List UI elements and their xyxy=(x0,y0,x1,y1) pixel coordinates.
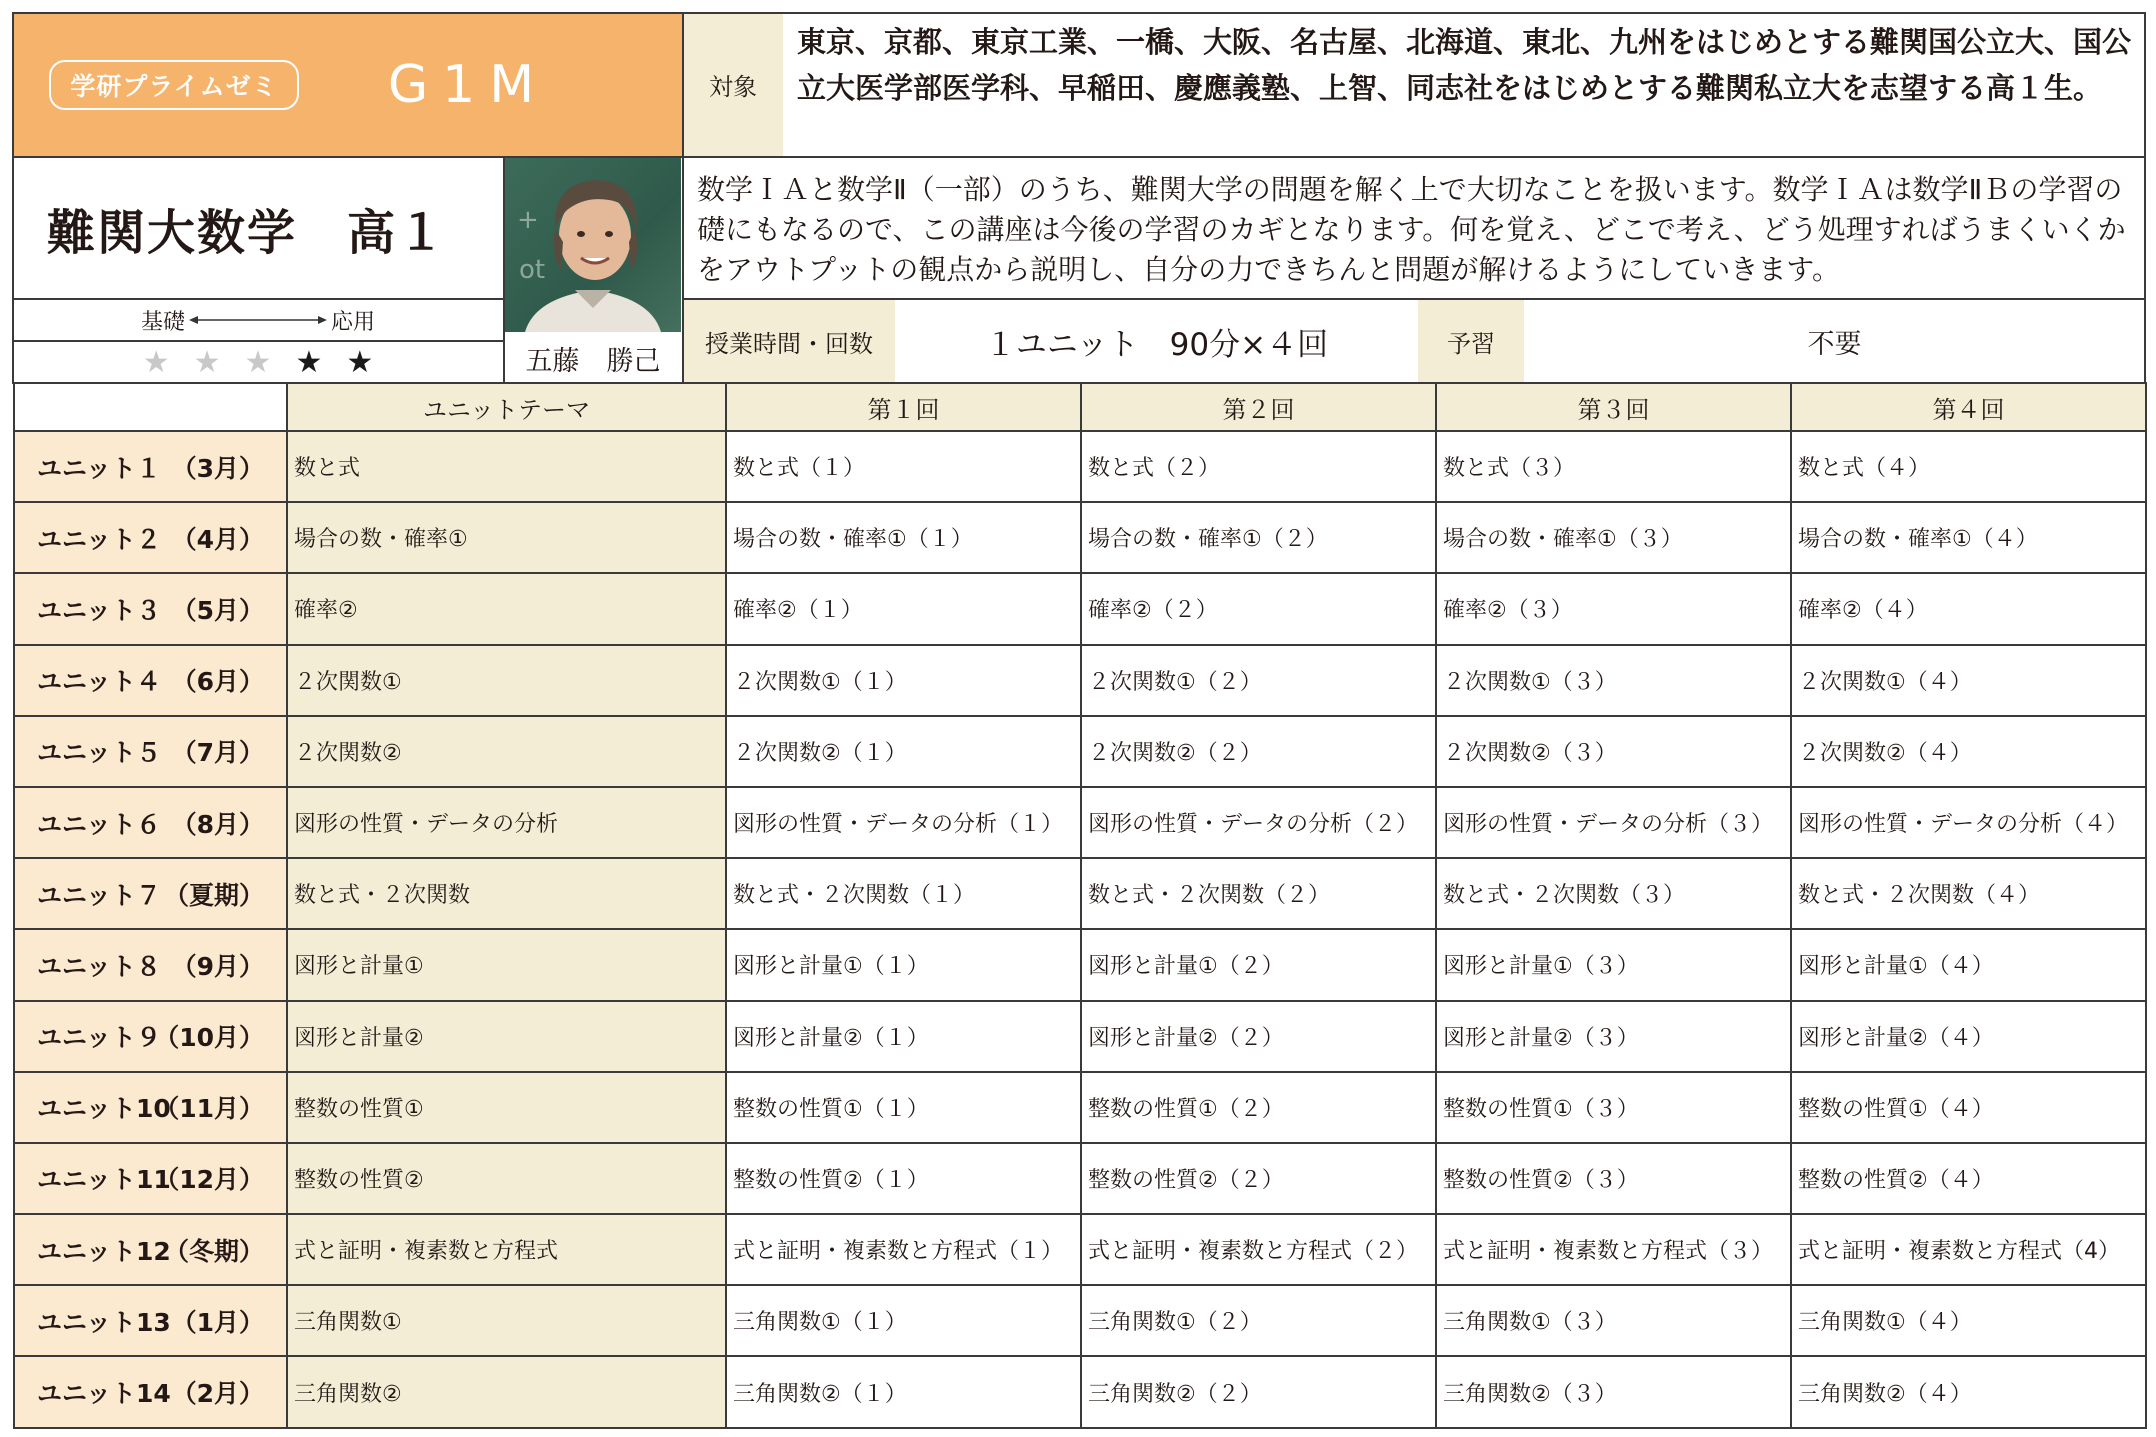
session-cell: 図形と計量②（４） xyxy=(1791,1001,2146,1072)
session-cell: ２次関数②（２） xyxy=(1081,716,1436,787)
unit-month: （1月） xyxy=(171,1307,264,1337)
unit-cell xyxy=(14,787,287,858)
table-row xyxy=(14,1072,2146,1143)
unit-month: （6月） xyxy=(171,667,264,697)
unit-month: （12月） xyxy=(154,1165,264,1195)
divider xyxy=(683,298,2145,300)
unit-theme: 確率② xyxy=(287,573,726,644)
session-cell: 三角関数②（３） xyxy=(1436,1356,1791,1427)
course-description: 数学ＩＡと数学Ⅱ（一部）のうち、難関大学の問題を解く上で大切なことを扱います。数学ＩＡは数学ⅡＢの学習の礎にもなるので、この講座は今後の学習のカギとなります。何を覚え、どこで考え、どう処理すればうまくいくかをアウトプットの観点から説明し、自分の力できちんと問題が解けるようにしていきます。 xyxy=(697,173,2126,286)
session-cell: 数と式・２次関数（２） xyxy=(1081,858,1436,929)
unit-name: ユニット４ xyxy=(37,667,162,697)
unit-theme: ２次関数① xyxy=(287,645,726,716)
session-cell: 図形の性質・データの分析（２） xyxy=(1081,787,1436,858)
unit-name: ユニット11 xyxy=(37,1165,171,1195)
session-cell: ２次関数②（３） xyxy=(1436,716,1791,787)
unit-cell xyxy=(14,573,287,644)
session-cell: ２次関数①（３） xyxy=(1436,645,1791,716)
header-cell: 第３回 xyxy=(1436,383,1791,431)
unit-month: （5月） xyxy=(171,595,264,625)
table-row xyxy=(14,1285,2146,1356)
session-cell: 三角関数②（４） xyxy=(1791,1356,2146,1427)
table-row xyxy=(14,716,2146,787)
unit-name: ユニット13 xyxy=(37,1307,171,1337)
session-cell: 整数の性質①（２） xyxy=(1081,1072,1436,1143)
unit-theme: 式と証明・複素数と方程式 xyxy=(287,1214,726,1285)
unit-theme: 数と式 xyxy=(287,431,726,502)
session-cell: 場合の数・確率①（３） xyxy=(1436,502,1791,573)
unit-theme: 整数の性質② xyxy=(287,1143,726,1214)
table-row xyxy=(14,929,2146,1000)
session-cell: 数と式・２次関数（４） xyxy=(1791,858,2146,929)
unit-name: ユニット２ xyxy=(37,524,162,554)
session-cell: 図形と計量①（１） xyxy=(726,929,1081,1000)
session-cell: 場合の数・確率①（４） xyxy=(1791,502,2146,573)
svg-text:+: + xyxy=(517,205,539,235)
unit-name: ユニット８ xyxy=(37,951,162,981)
session-cell: 場合の数・確率①（１） xyxy=(726,502,1081,573)
unit-cell xyxy=(14,1285,287,1356)
table-row xyxy=(14,1356,2146,1427)
divider xyxy=(682,12,684,384)
level-stars xyxy=(13,342,503,382)
unit-month: （7月） xyxy=(171,738,264,768)
session-cell: ２次関数①（４） xyxy=(1791,645,2146,716)
table-row xyxy=(14,858,2146,929)
divider xyxy=(503,156,505,384)
divider xyxy=(13,12,2145,14)
prep-value: 不要 xyxy=(1807,328,1862,360)
session-cell: 数と式・２次関数（３） xyxy=(1436,858,1791,929)
table-row xyxy=(14,502,2146,573)
level-basic-label: 基礎 xyxy=(140,309,185,335)
session-cell: 数と式（４） xyxy=(1791,431,2146,502)
unit-name: ユニット９ xyxy=(37,1023,162,1053)
divider xyxy=(12,12,14,384)
session-cell: 式と証明・複素数と方程式（１） xyxy=(726,1214,1081,1285)
session-cell: 三角関数①（１） xyxy=(726,1285,1081,1356)
star-empty-icon: ★ xyxy=(142,344,170,380)
star-filled-icon: ★ xyxy=(295,344,323,380)
session-cell: 図形と計量②（２） xyxy=(1081,1001,1436,1072)
unit-cell xyxy=(14,716,287,787)
unit-name: ユニット６ xyxy=(37,809,162,839)
session-cell: 数と式（２） xyxy=(1081,431,1436,502)
session-cell: 図形の性質・データの分析（１） xyxy=(726,787,1081,858)
table-row xyxy=(14,1001,2146,1072)
session-cell: 図形の性質・データの分析（３） xyxy=(1436,787,1791,858)
session-cell: 図形と計量①（２） xyxy=(1081,929,1436,1000)
session-cell: 図形の性質・データの分析（４） xyxy=(1791,787,2146,858)
header-cell: 第４回 xyxy=(1791,383,2146,431)
unit-month: （3月） xyxy=(171,453,264,483)
star-empty-icon: ★ xyxy=(193,344,221,380)
unit-theme: 整数の性質① xyxy=(287,1072,726,1143)
session-cell: ２次関数②（４） xyxy=(1791,716,2146,787)
session-cell: 数と式（３） xyxy=(1436,431,1791,502)
course-title: 難関大数学 高１ xyxy=(47,204,448,261)
divider xyxy=(2144,12,2146,384)
session-cell: 式と証明・複素数と方程式（4） xyxy=(1791,1214,2146,1285)
header-cell: 第１回 xyxy=(726,383,1081,431)
unit-month: （夏期） xyxy=(163,880,264,910)
unit-theme: 図形と計量① xyxy=(287,929,726,1000)
unit-cell xyxy=(14,431,287,502)
session-cell: 確率②（２） xyxy=(1081,573,1436,644)
session-cell: 整数の性質①（１） xyxy=(726,1072,1081,1143)
teacher-portrait-icon xyxy=(505,158,681,332)
unit-cell xyxy=(14,1072,287,1143)
session-cell: 三角関数①（４） xyxy=(1791,1285,2146,1356)
session-cell: 整数の性質①（３） xyxy=(1436,1072,1791,1143)
unit-month: （冬期） xyxy=(163,1236,264,1266)
divider xyxy=(13,298,503,300)
unit-theme: 三角関数② xyxy=(287,1356,726,1427)
divider xyxy=(13,156,2145,158)
star-filled-icon: ★ xyxy=(346,344,374,380)
session-cell: 整数の性質①（４） xyxy=(1791,1072,2146,1143)
target-description: 東京、京都、東京工業、一橋、大阪、名古屋、北海道、東北、九州をはじめとする難関国公立大、国公立大医学部医学科、早稲田、慶應義塾、上智、同志社をはじめとする難関私立大を志望する高１生。 xyxy=(797,25,2132,105)
unit-theme: 図形と計量② xyxy=(287,1001,726,1072)
unit-name: ユニット５ xyxy=(37,738,162,768)
time-value: １ユニット 90分×４回 xyxy=(984,326,1329,363)
unit-name: ユニット１ xyxy=(37,453,162,483)
level-scale xyxy=(13,300,503,340)
session-cell: 図形と計量②（１） xyxy=(726,1001,1081,1072)
session-cell: 式と証明・複素数と方程式（３） xyxy=(1436,1214,1791,1285)
table-row xyxy=(14,1214,2146,1285)
unit-name: ユニット７ xyxy=(37,880,162,910)
unit-month: （2月） xyxy=(171,1379,264,1409)
unit-cell xyxy=(14,858,287,929)
unit-theme: 図形の性質・データの分析 xyxy=(287,787,726,858)
table-row xyxy=(14,573,2146,644)
session-cell: 三角関数①（２） xyxy=(1081,1285,1436,1356)
header-cell: 第２回 xyxy=(1081,383,1436,431)
session-cell: 図形と計量①（３） xyxy=(1436,929,1791,1000)
brand-badge: 学研プライムゼミ xyxy=(49,60,299,110)
unit-cell xyxy=(14,1214,287,1285)
session-cell: ２次関数②（１） xyxy=(726,716,1081,787)
unit-name: ユニット３ xyxy=(37,595,162,625)
level-applied-label: 応用 xyxy=(331,309,376,335)
unit-name: ユニット10 xyxy=(37,1094,171,1124)
session-cell: 整数の性質②（２） xyxy=(1081,1143,1436,1214)
session-cell: 確率②（３） xyxy=(1436,573,1791,644)
table-row xyxy=(14,431,2146,502)
session-cell: 図形と計量②（３） xyxy=(1436,1001,1791,1072)
unit-cell xyxy=(14,1143,287,1214)
header-cell xyxy=(14,383,287,431)
session-cell: 数と式（１） xyxy=(726,431,1081,502)
table-row xyxy=(14,645,2146,716)
unit-cell xyxy=(14,502,287,573)
session-cell: 数と式・２次関数（１） xyxy=(726,858,1081,929)
unit-theme: 数と式・２次関数 xyxy=(287,858,726,929)
unit-cell xyxy=(14,929,287,1000)
prep-label: 予習 xyxy=(1418,300,1524,382)
star-empty-icon: ★ xyxy=(244,344,272,380)
unit-theme: ２次関数② xyxy=(287,716,726,787)
session-cell: 場合の数・確率①（２） xyxy=(1081,502,1436,573)
unit-theme: 場合の数・確率① xyxy=(287,502,726,573)
divider xyxy=(13,340,503,342)
session-cell: 式と証明・複素数と方程式（２） xyxy=(1081,1214,1436,1285)
session-cell: 三角関数②（２） xyxy=(1081,1356,1436,1427)
unit-cell xyxy=(14,1356,287,1427)
unit-month: （11月） xyxy=(154,1094,264,1124)
table-row xyxy=(14,1143,2146,1214)
unit-cell xyxy=(14,645,287,716)
time-label: 授業時間・回数 xyxy=(683,300,895,382)
session-cell: 三角関数②（１） xyxy=(726,1356,1081,1427)
teacher-name: 五藤 勝己 xyxy=(525,345,661,377)
unit-theme: 三角関数① xyxy=(287,1285,726,1356)
session-cell: 確率②（４） xyxy=(1791,573,2146,644)
unit-month: （8月） xyxy=(171,809,264,839)
target-label: 対象 xyxy=(683,13,783,156)
svg-text:ot: ot xyxy=(519,255,546,285)
session-cell: 整数の性質②（１） xyxy=(726,1143,1081,1214)
schedule-table xyxy=(13,382,2147,1429)
unit-month: （4月） xyxy=(171,524,264,554)
header-cell: ユニットテーマ xyxy=(287,383,726,431)
course-header-band xyxy=(13,13,683,156)
unit-cell xyxy=(14,1001,287,1072)
table-header-row xyxy=(14,383,2146,431)
session-cell: 三角関数①（３） xyxy=(1436,1285,1791,1356)
unit-name: ユニット12 xyxy=(37,1236,171,1266)
unit-month: （10月） xyxy=(154,1023,264,1053)
session-cell: 整数の性質②（４） xyxy=(1791,1143,2146,1214)
session-cell: ２次関数①（１） xyxy=(726,645,1081,716)
unit-name: ユニット14 xyxy=(37,1379,171,1409)
session-cell: ２次関数①（２） xyxy=(1081,645,1436,716)
teacher-photo xyxy=(505,158,681,332)
course-code: G1M xyxy=(387,55,549,115)
session-cell: 図形と計量①（４） xyxy=(1791,929,2146,1000)
unit-month: （9月） xyxy=(171,951,264,981)
session-cell: 確率②（１） xyxy=(726,573,1081,644)
session-cell: 整数の性質②（３） xyxy=(1436,1143,1791,1214)
table-row xyxy=(14,787,2146,858)
double-arrow-icon xyxy=(189,313,327,327)
